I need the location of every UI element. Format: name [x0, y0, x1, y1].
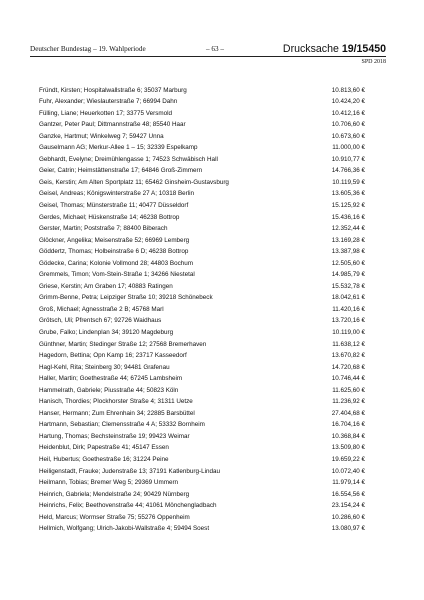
- donation-row: [39, 489, 365, 501]
- donation-row: [39, 339, 365, 351]
- donor-name-address: Grube, Falko; Lindenplan 34; 39120 Magdeburg: [39, 328, 174, 336]
- document-id: [283, 43, 386, 55]
- donation-row: [39, 154, 365, 166]
- donation-row: [39, 85, 365, 97]
- donation-amount: 14.766,36 €: [331, 167, 365, 175]
- donation-amount: 15.436,16 €: [331, 213, 365, 221]
- donation-amount: 12.352,44 €: [331, 225, 365, 233]
- donor-name-address: Held, Marcus; Wormser Straße 75; 55276 Oppenheim: [39, 513, 190, 521]
- donation-amount: 11.979,14 €: [332, 479, 365, 487]
- donor-name-address: Hanser, Hermann; Zum Ehrenhain 34; 22885 Barsbüttel: [39, 409, 195, 417]
- donor-name-address: Hagedorn, Bettina; Opn Kamp 16; 23717 Kasseedorf: [39, 352, 187, 360]
- donation-amount: 14.720,68 €: [331, 363, 365, 371]
- donation-row: [39, 408, 365, 420]
- donation-row: [39, 212, 365, 224]
- donation-amount: 15.532,78 €: [331, 282, 365, 290]
- donor-name-address: Günthner, Martin; Stedinger Straße 12; 27568 Bremerhaven: [39, 340, 207, 348]
- donor-name-address: Griese, Kerstin; Am Graben 17; 40883 Ratingen: [39, 282, 173, 290]
- donation-row: [39, 269, 365, 281]
- donation-amount: 10.813,60 €: [331, 86, 365, 94]
- donor-name-address: Göddertz, Thomas; Holbeinstraße 6 D; 46238 Bottrop: [39, 248, 189, 256]
- donor-name-address: Gödecke, Carina; Kolonie Vollmond 28; 44803 Bochum: [39, 259, 194, 267]
- donation-row: [39, 223, 365, 235]
- donor-name-address: Heidenblut, Dirk; Papestraße 41; 45147 Essen: [39, 444, 169, 452]
- donation-amount: 11.625,60 €: [332, 386, 365, 394]
- donation-amount: 13.605,36 €: [331, 190, 365, 198]
- donor-name-address: Hellmich, Wolfgang; Ulrich-Jakobi-Wallstraße 4; 59494 Soest: [39, 525, 210, 533]
- donation-amount: 13.169,28 €: [331, 236, 365, 244]
- donor-name-address: Hanisch, Thordies; Plockhorster Straße 4; 31311 Uetze: [39, 398, 193, 406]
- donor-name-address: Fuhr, Alexander; Wieslauterstraße 7; 66994 Dahn: [39, 98, 178, 106]
- donation-amount: 13.387,98 €: [331, 248, 365, 256]
- donation-amount: 10.673,60 €: [331, 132, 365, 140]
- donor-name-address: Gebhardt, Evelyne; Dreimühlengasse 1; 74523 Schwäbisch Hall: [39, 155, 218, 163]
- donor-name-address: Geisel, Thomas; Münsterstraße 11; 40477 Düsseldorf: [39, 201, 189, 209]
- donation-row: [39, 512, 365, 524]
- donation-amount: 15.125,92 €: [331, 201, 365, 209]
- donor-name-address: Hagl-Kehl, Rita; Steinberg 30; 94481 Grafenau: [39, 363, 170, 371]
- document-type: Drucksache: [282, 43, 339, 55]
- donor-name-address: Gerdes, Michael; Hüskenstraße 14; 46238 Bottrop: [39, 213, 180, 221]
- donation-row: [39, 200, 365, 212]
- donor-name-address: Heil, Hubertus; Goethestraße 16; 31224 Peine: [39, 456, 169, 463]
- donation-amount: 10.706,60 €: [331, 121, 365, 129]
- donation-row: [39, 108, 365, 120]
- donation-row: [39, 362, 365, 374]
- donation-row: [39, 235, 365, 247]
- donor-name-address: Geis, Kerstin; Am Alten Sportplatz 11; 65462 Ginsheim-Gustavsburg: [39, 178, 229, 186]
- donation-amount: 11.236,92 €: [332, 398, 365, 406]
- donation-amount: 13.670,82 €: [331, 352, 365, 360]
- donation-amount: 10.072,40 €: [331, 467, 365, 475]
- donation-row: [39, 315, 365, 327]
- donation-amount: 11.638,12 €: [332, 340, 365, 348]
- donor-name-address: Groß, Michael; Agnesstraße 2 B; 45768 Marl: [39, 305, 164, 313]
- donation-row: [39, 188, 365, 200]
- page-header: [30, 40, 386, 54]
- header-rule: [30, 56, 386, 57]
- donation-amount: 14.985,79 €: [331, 271, 365, 279]
- document-number: 19/15450: [341, 43, 386, 55]
- donor-name-address: Gerster, Martin; Poststraße 7; 88400 Biberach: [39, 225, 168, 233]
- donation-row: [39, 119, 365, 131]
- donor-name-address: Heiligenstadt, Frauke; Judenstraße 13; 37191 Katlenburg-Lindau: [39, 467, 220, 475]
- donor-name-address: Hartung, Thomas; Bechsteinstraße 19; 99423 Weimar: [39, 432, 190, 440]
- donation-row: [39, 350, 365, 362]
- donation-amount: 16.554,56 €: [331, 490, 365, 498]
- donation-row: [39, 281, 365, 293]
- donor-name-address: Geisel, Andreas; Königswinterstraße 27 A; 10318 Berlin: [39, 190, 195, 198]
- donation-amount: 13.509,80 €: [331, 444, 365, 452]
- donor-name-address: Fründt, Kirsten; Hospitalwallstraße 6; 35037 Marburg: [39, 86, 187, 94]
- donor-name-address: Ganzke, Hartmut; Winkelweg 7; 59427 Unna: [39, 132, 164, 140]
- donor-name-address: Grötsch, Uli; Pfrentsch 67; 92726 Waidhaus: [39, 317, 162, 325]
- donor-name-address: Hammelrath, Gabriele; Piusstraße 44; 50823 Köln: [39, 386, 179, 394]
- donation-amount: 11.000,00 €: [332, 144, 365, 152]
- donor-name-address: Geier, Catrin; Heimstättenstraße 17; 64846 Groß-Zimmern: [39, 167, 203, 175]
- donor-name-address: Gremmels, Timon; Vom-Stein-Straße 1; 34266 Niestetal: [39, 271, 195, 279]
- donation-row: [39, 177, 365, 189]
- donor-name-address: Heinrich, Gabriela; Mendelstraße 24; 90429 Nürnberg: [39, 490, 190, 498]
- donation-row: [39, 327, 365, 339]
- donation-row: [39, 419, 365, 431]
- donation-row: [39, 385, 365, 397]
- donation-amount: 13.080,97 €: [331, 525, 365, 533]
- donor-name-address: Glöckner, Angelika; Meisenstraße 52; 66969 Lemberg: [39, 236, 190, 244]
- donation-amount: 11.420,16 €: [332, 305, 365, 313]
- donation-amount: 10.424,20 €: [331, 98, 365, 106]
- donation-amount: 12.505,60 €: [331, 259, 365, 267]
- donor-name-address: Heilmann, Tobias; Bremer Weg 5; 29369 Ummern: [39, 479, 179, 487]
- page-number: – 63 –: [206, 45, 224, 53]
- donation-row: [39, 131, 365, 143]
- donation-row: [39, 431, 365, 443]
- donor-name-address: Haller, Martin; Goethestraße 44; 67245 Lambsheim: [39, 375, 183, 383]
- donation-row: [39, 466, 365, 478]
- donation-row: [39, 165, 365, 177]
- donation-row: [39, 523, 365, 535]
- donation-row: [39, 442, 365, 454]
- donor-name-address: Grimm-Benne, Petra; Leipziger Straße 10; 39218 Schönebeck: [39, 294, 213, 302]
- donor-name-address: Gauselmann AG; Merkur-Allee 1 – 15; 32339 Espelkamp: [39, 144, 198, 152]
- donation-row: [39, 500, 365, 512]
- donation-row: [39, 304, 365, 316]
- donation-row: [39, 142, 365, 154]
- donor-name-address: Gantzer, Peter Paul; Dittmannstraße 48; 85540 Haar: [39, 121, 186, 129]
- parliament-label: Deutscher Bundestag – 19. Wahlperiode: [30, 45, 146, 53]
- donation-amount: 23.154,24 €: [331, 502, 365, 510]
- donation-amount: 18.042,61 €: [331, 294, 365, 302]
- donor-name-address: Heinrichs, Felix; Beethovenstraße 44; 41061 Mönchengladbach: [39, 502, 217, 510]
- donation-amount: 10.746,44 €: [331, 375, 365, 383]
- donation-amount: 27.404,68 €: [331, 409, 365, 417]
- donation-row: [39, 292, 365, 304]
- donation-row: [39, 246, 365, 258]
- donation-amount: 10.119,59 €: [332, 178, 365, 186]
- donation-row: [39, 454, 365, 466]
- donation-row: [39, 477, 365, 489]
- donation-amount: 10.412,16 €: [331, 109, 365, 117]
- donation-row: [39, 373, 365, 385]
- donation-amount: 16.704,16 €: [331, 421, 365, 429]
- party-label: SPD 2018: [361, 59, 386, 65]
- donation-amount: 13.720,16 €: [331, 317, 365, 325]
- donation-amount: 19.659,22 €: [331, 456, 365, 463]
- donation-amount: 10.119,00 €: [332, 328, 365, 336]
- donation-row: [39, 258, 365, 270]
- donation-row: [39, 96, 365, 108]
- donation-amount: 10.910,77 €: [331, 155, 365, 163]
- donation-list: [39, 85, 365, 535]
- donation-amount: 10.286,60 €: [331, 513, 365, 521]
- donor-name-address: Fülling, Liane; Heuerkotten 17; 33775 Versmold: [39, 109, 173, 117]
- donation-amount: 10.368,84 €: [331, 432, 365, 440]
- donor-name-address: Hartmann, Sebastian; Clemensstraße 4 A; 53332 Bornheim: [39, 421, 205, 429]
- donation-row: [39, 396, 365, 408]
